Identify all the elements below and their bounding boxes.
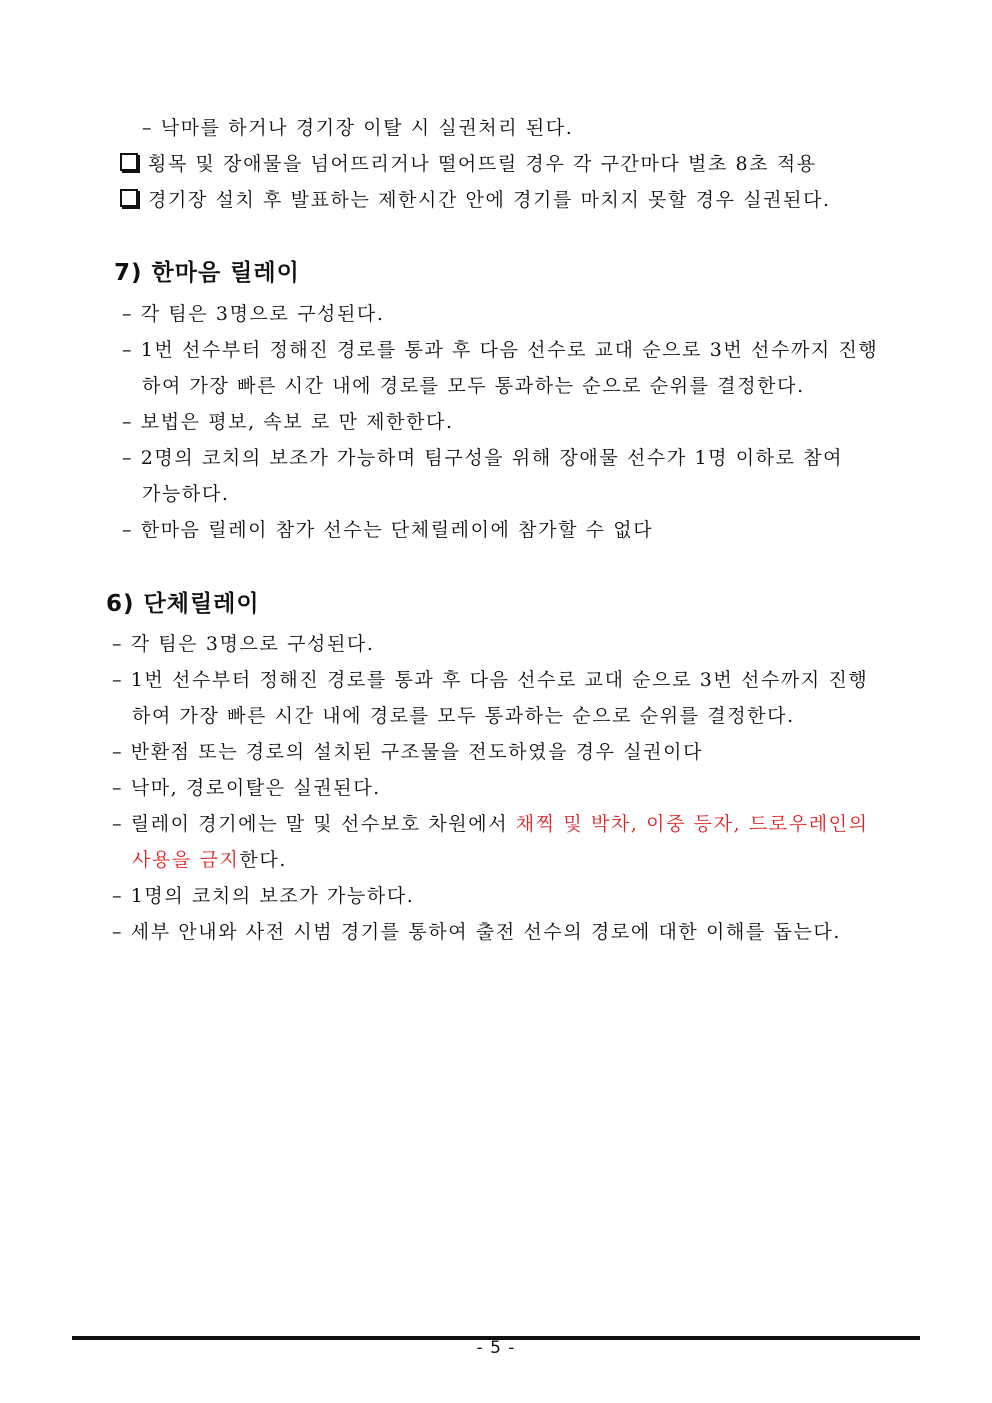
text-line: – 각 팀은 3명으로 구성된다.: [122, 303, 385, 325]
text-line: 하여 가장 빠른 시간 내에 경로를 모두 통과하는 순으로 순위를 결정한다.: [142, 375, 805, 397]
highlighted-text: 채찍 및 박차, 이중 등자, 드로우레인의: [515, 813, 869, 835]
text-line: – 1번 선수부터 정해진 경로를 통과 후 다음 선수로 교대 순으로 3번 선수까지 진행: [112, 669, 869, 691]
text-line: – 1번 선수부터 정해진 경로를 통과 후 다음 선수로 교대 순으로 3번 선수까지 진행: [122, 339, 879, 361]
checkbox-item: [120, 152, 817, 176]
text-line: 하여 가장 빠른 시간 내에 경로를 모두 통과하는 순으로 순위를 결정한다.: [132, 705, 795, 727]
text-line: – 반환점 또는 경로의 설치된 구조물을 전도하였을 경우 실권이다: [112, 741, 704, 763]
text-line: – 보법은 평보, 속보 로 만 제한한다.: [122, 411, 454, 433]
checkbox-item: [120, 188, 831, 212]
checkbox-icon: [120, 189, 138, 207]
text-line: – 낙마를 하거나 경기장 이탈 시 실권처리 된다.: [142, 117, 574, 139]
page-number: - 5 -: [476, 1338, 516, 1358]
checkbox-item-text: 경기장 설치 후 발표하는 제한시간 안에 경기를 마치지 못할 경우 실권된다.: [148, 189, 831, 211]
checkbox-icon: [120, 153, 138, 171]
section-heading: 7) 한마음 릴레이: [114, 260, 300, 286]
text-line: 가능하다.: [142, 483, 230, 505]
section-heading: 6) 단체릴레이: [106, 591, 260, 617]
checkbox-item-text: 횡목 및 장애물을 넘어뜨리거나 떨어뜨릴 경우 각 구간마다 벌초 8초 적용: [148, 153, 817, 175]
text-line: – 1명의 코치의 보조가 가능하다.: [112, 885, 415, 907]
text-line: [112, 812, 869, 836]
text-segment: 한다.: [239, 849, 287, 871]
text-line: – 한마음 릴레이 참가 선수는 단체릴레이에 참가할 수 없다: [122, 519, 654, 541]
text-line: – 2명의 코치의 보조가 가능하며 팀구성을 위해 장애물 선수가 1명 이하로 참여: [122, 447, 844, 469]
text-line: – 각 팀은 3명으로 구성된다.: [112, 633, 375, 655]
text-segment: – 릴레이 경기에는 말 및 선수보호 차원에서: [112, 813, 516, 835]
highlighted-text: 사용을 금지: [132, 849, 240, 871]
text-line: – 낙마, 경로이탈은 실권된다.: [112, 777, 381, 799]
text-line: – 세부 안내와 사전 시범 경기를 통하여 출전 선수의 경로에 대한 이해를 돕는다.: [112, 921, 841, 943]
text-line: [132, 848, 287, 872]
